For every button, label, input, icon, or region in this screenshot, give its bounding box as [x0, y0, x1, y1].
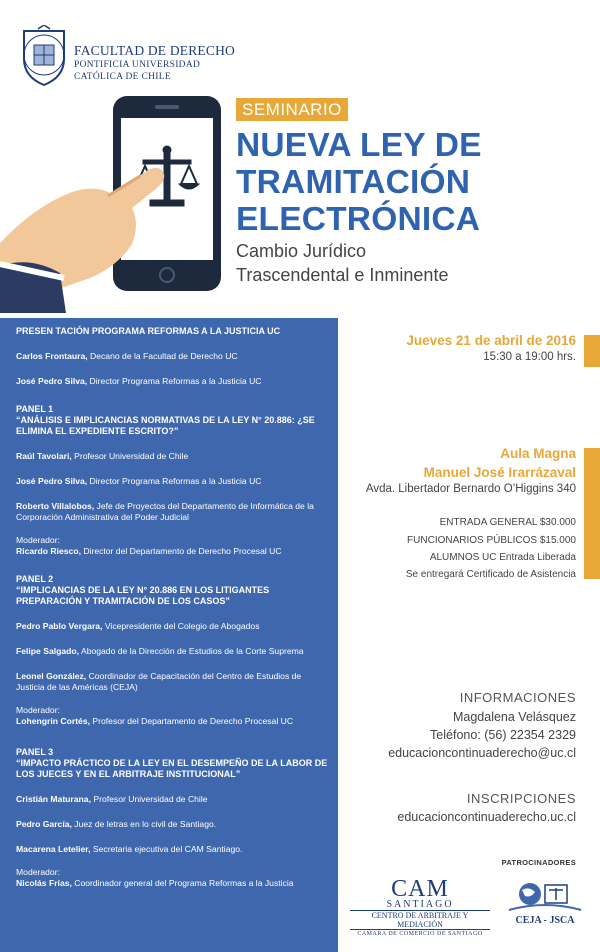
price-line: FUNCIONARIOS PÚBLICOS $15.000 — [407, 535, 576, 546]
speaker-line: José Pedro Silva, Director Programa Reformas a la Justicia UC — [16, 376, 262, 386]
speaker-line: Carlos Frontaura, Decano de la Facultad de Derecho UC — [16, 351, 238, 361]
speaker-line: Pedro García, Juez de letras en lo civil de Santiago. — [16, 819, 217, 829]
event-hours: 15:30 a 19:00 hrs. — [483, 351, 576, 363]
info-phone: Teléfono: (56) 22354 2329 — [430, 728, 576, 742]
panel2-title: “IMPLICANCIAS DE LA LEY N° 20.886 EN LOS LITIGANTES PREPARACIÓN Y TRAMITACIÓN DE LOS CASOS” — [16, 585, 270, 606]
event-tag: SEMINARIO — [236, 98, 348, 121]
registration-heading: INSCRIPCIONES — [466, 791, 576, 806]
speaker-line: José Pedro Silva, Director Programa Reformas a la Justicia UC — [16, 476, 262, 486]
speaker-line: Leonel González, Coordinador de Capacitación del Centro de Estudios de Justicia de las Américas (CEJA) — [16, 671, 302, 692]
panel2-label: PANEL 2 — [16, 574, 54, 584]
speaker-line: Felipe Salgado, Abogado de la Dirección de Estudios de la Corte Suprema — [16, 646, 304, 656]
speaker-line: Macarena Letelier, Secretaria ejecutiva del CAM Santiago. — [16, 844, 243, 854]
info-email-link[interactable]: educacioncontinuaderecho@uc.cl — [388, 746, 576, 760]
sponsors-label: PATROCINADORES — [501, 858, 576, 867]
venue-address: Avda. Libertador Bernardo O’Higgins 340 — [365, 483, 576, 495]
hand-phone-illustration — [0, 88, 230, 313]
info-contact: Magdalena Velásquez — [452, 710, 576, 724]
moderator-label: Moderador: — [16, 705, 60, 715]
intro-heading: PRESEN TACIÓN PROGRAMA REFORMAS A LA JUSTICIA UC — [16, 326, 281, 336]
speaker-line: Raúl Tavolari, Profesor Universidad de Chile — [16, 451, 189, 461]
moderator-line: Ricardo Riesco, Director del Departamento de Derecho Procesal UC — [16, 546, 282, 556]
info-heading: INFORMACIONES — [459, 690, 576, 705]
ceja-globe-icon — [505, 880, 585, 938]
panel1-title: “ANÁLISIS E IMPLICANCIAS NORMATIVAS DE LA LEY N° 20.886: ¿SE ELIMINA EL EXPEDIENTE ESCRITO?” — [16, 415, 315, 436]
event-title: NUEVA LEY DE TRAMITACIÓN ELECTRÓNICA — [236, 127, 482, 238]
price-line: ALUMNOS UC Entrada Liberada — [429, 552, 576, 563]
moderator-line: Nicolás Frías, Coordinador general del Programa Reformas a la Justicia — [16, 878, 294, 888]
price-line: ENTRADA GENERAL $30.000 — [439, 517, 576, 528]
date-accent-bar — [584, 335, 600, 367]
speaker-line: Roberto Villalobos, Jefe de Proyectos del Departamento de Informática de la Corporación Administrativa del Poder Judicial — [16, 501, 314, 522]
speaker-line: Cristián Maturana, Profesor Universidad de Chile — [16, 794, 208, 804]
university-crest-icon — [16, 25, 72, 87]
registration-url-link[interactable]: educacioncontinuaderecho.uc.cl — [397, 810, 576, 824]
event-subtitle: Cambio Jurídico Trascendental e Inminente — [236, 241, 449, 285]
speaker-line: Pedro Pablo Vergara, Vicepresidente del Colegio de Abogados — [16, 621, 260, 631]
faculty-name: FACULTAD DE DERECHO — [74, 43, 235, 58]
university-name: PONTIFICIA UNIVERSIDAD CATÓLICA DE CHILE — [74, 60, 201, 82]
moderator-label: Moderador: — [16, 535, 60, 545]
moderator-label: Moderador: — [16, 867, 60, 877]
ceja-logo-text: CEJA - JSCA — [515, 915, 575, 926]
event-date: Jueves 21 de abril de 2016 — [406, 333, 576, 348]
moderator-line: Lohengrin Cortés, Profesor del Departamento de Derecho Procesal UC — [16, 716, 294, 726]
panel1-label: PANEL 1 — [16, 404, 54, 414]
panel3-title: “IMPACTO PRÁCTICO DE LA LEY EN EL DESEMPEÑO DE LA LABOR DE LOS JUECES Y EN EL ARBITRAJE INSTITUCIONAL” — [16, 758, 328, 779]
venue-name: Aula Magna — [500, 446, 576, 461]
price-line: Se entregará Certificado de Asistencia — [405, 569, 576, 580]
program-content — [16, 324, 328, 889]
cam-santiago-logo: CAM SANTIAGO CENTRO DE ARBITRAJE Y MEDIACIÓN CÁMARA DE COMERCIO DE SANTIAGO — [350, 878, 490, 938]
panel3-label: PANEL 3 — [16, 747, 54, 757]
venue-name-2: Manuel José Irarrázaval — [423, 465, 576, 480]
venue-accent-bar — [584, 448, 600, 579]
